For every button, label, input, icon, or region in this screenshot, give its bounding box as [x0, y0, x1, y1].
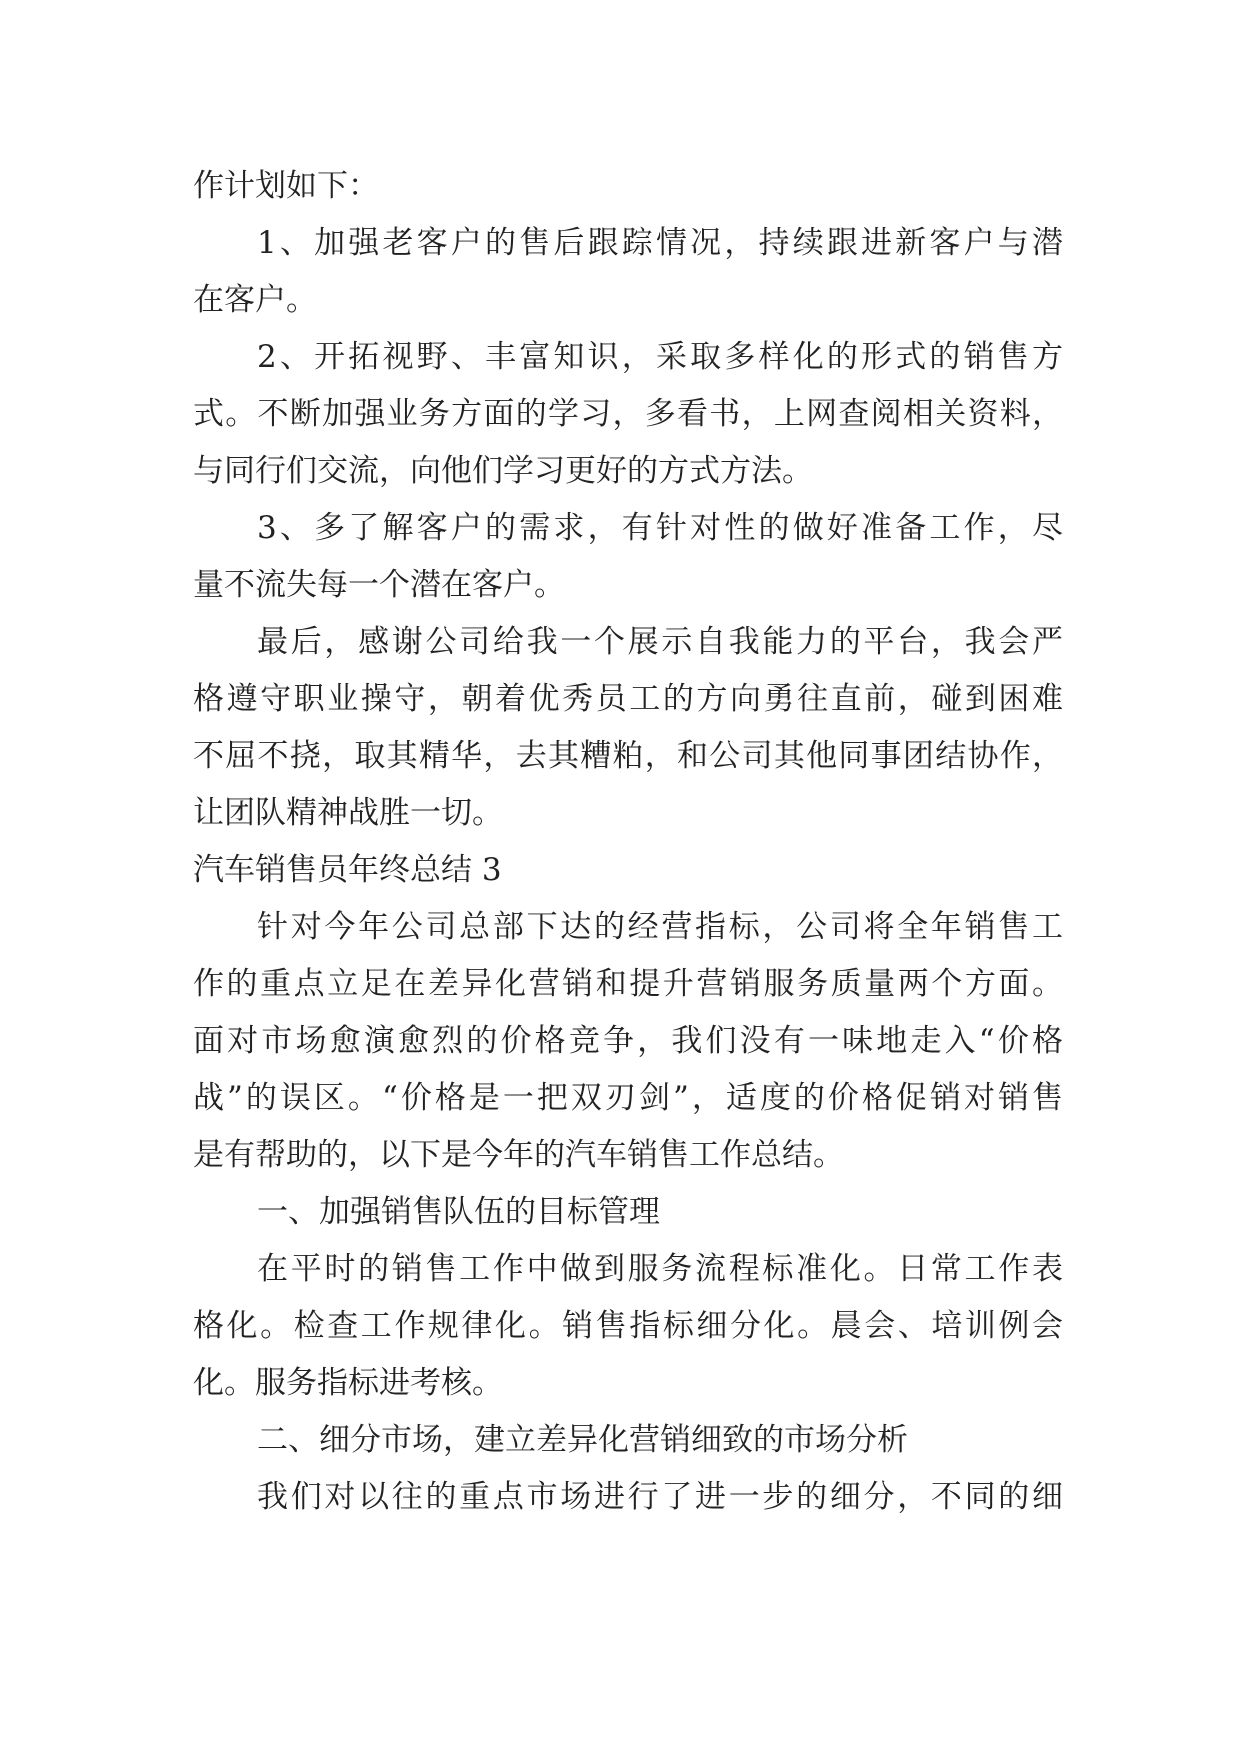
text-line: 量不流失每一个潜在客户。 [193, 567, 565, 603]
text-line: 我们对以往的重点市场进行了进一步的细分，不同的细 [257, 1479, 1063, 1515]
text-line: 让团队精神战胜一切。 [193, 795, 503, 831]
text-line: 化。服务指标进考核。 [193, 1365, 503, 1401]
text-line: 作的重点立足在差异化营销和提升营销服务质量两个方面。 [193, 966, 1063, 1002]
subheading: 二、细分市场，建立差异化营销细致的市场分析 [257, 1422, 908, 1458]
text-line: 式。不断加强业务方面的学习，多看书，上网查阅相关资料， [193, 396, 1063, 432]
text-line: 3、多了解客户的需求，有针对性的做好准备工作，尽 [257, 510, 1063, 546]
text-line: 是有帮助的，以下是今年的汽车销售工作总结。 [193, 1137, 844, 1173]
text-line: 作计划如下： [193, 168, 379, 204]
text-line: 面对市场愈演愈烈的价格竞争，我们没有一味地走入“价格 [193, 1023, 1063, 1059]
text-line: 格化。检查工作规律化。销售指标细分化。晨会、培训例会 [193, 1308, 1063, 1344]
text-line: 最后，感谢公司给我一个展示自我能力的平台，我会严 [257, 624, 1063, 660]
text-line: 战”的误区。“价格是一把双刃剑”，适度的价格促销对销售 [193, 1080, 1063, 1116]
text-line: 在客户。 [193, 282, 317, 318]
text-line: 格遵守职业操守，朝着优秀员工的方向勇往直前，碰到困难 [193, 681, 1063, 717]
text-line: 不屈不挠，取其精华，去其糟粕，和公司其他同事团结协作， [193, 738, 1063, 774]
document-page [193, 158, 1063, 1526]
text-line: 针对今年公司总部下达的经营指标，公司将全年销售工 [257, 909, 1063, 945]
text-line: 在平时的销售工作中做到服务流程标准化。日常工作表 [257, 1251, 1063, 1287]
subheading: 一、加强销售队伍的目标管理 [257, 1194, 660, 1230]
text-line: 与同行们交流，向他们学习更好的方式方法。 [193, 453, 813, 489]
text-line: 1、加强老客户的售后跟踪情况，持续跟进新客户与潜 [257, 225, 1063, 261]
text-line: 2、开拓视野、丰富知识，采取多样化的形式的销售方 [257, 339, 1063, 375]
section-heading: 汽车销售员年终总结 3 [193, 852, 502, 888]
